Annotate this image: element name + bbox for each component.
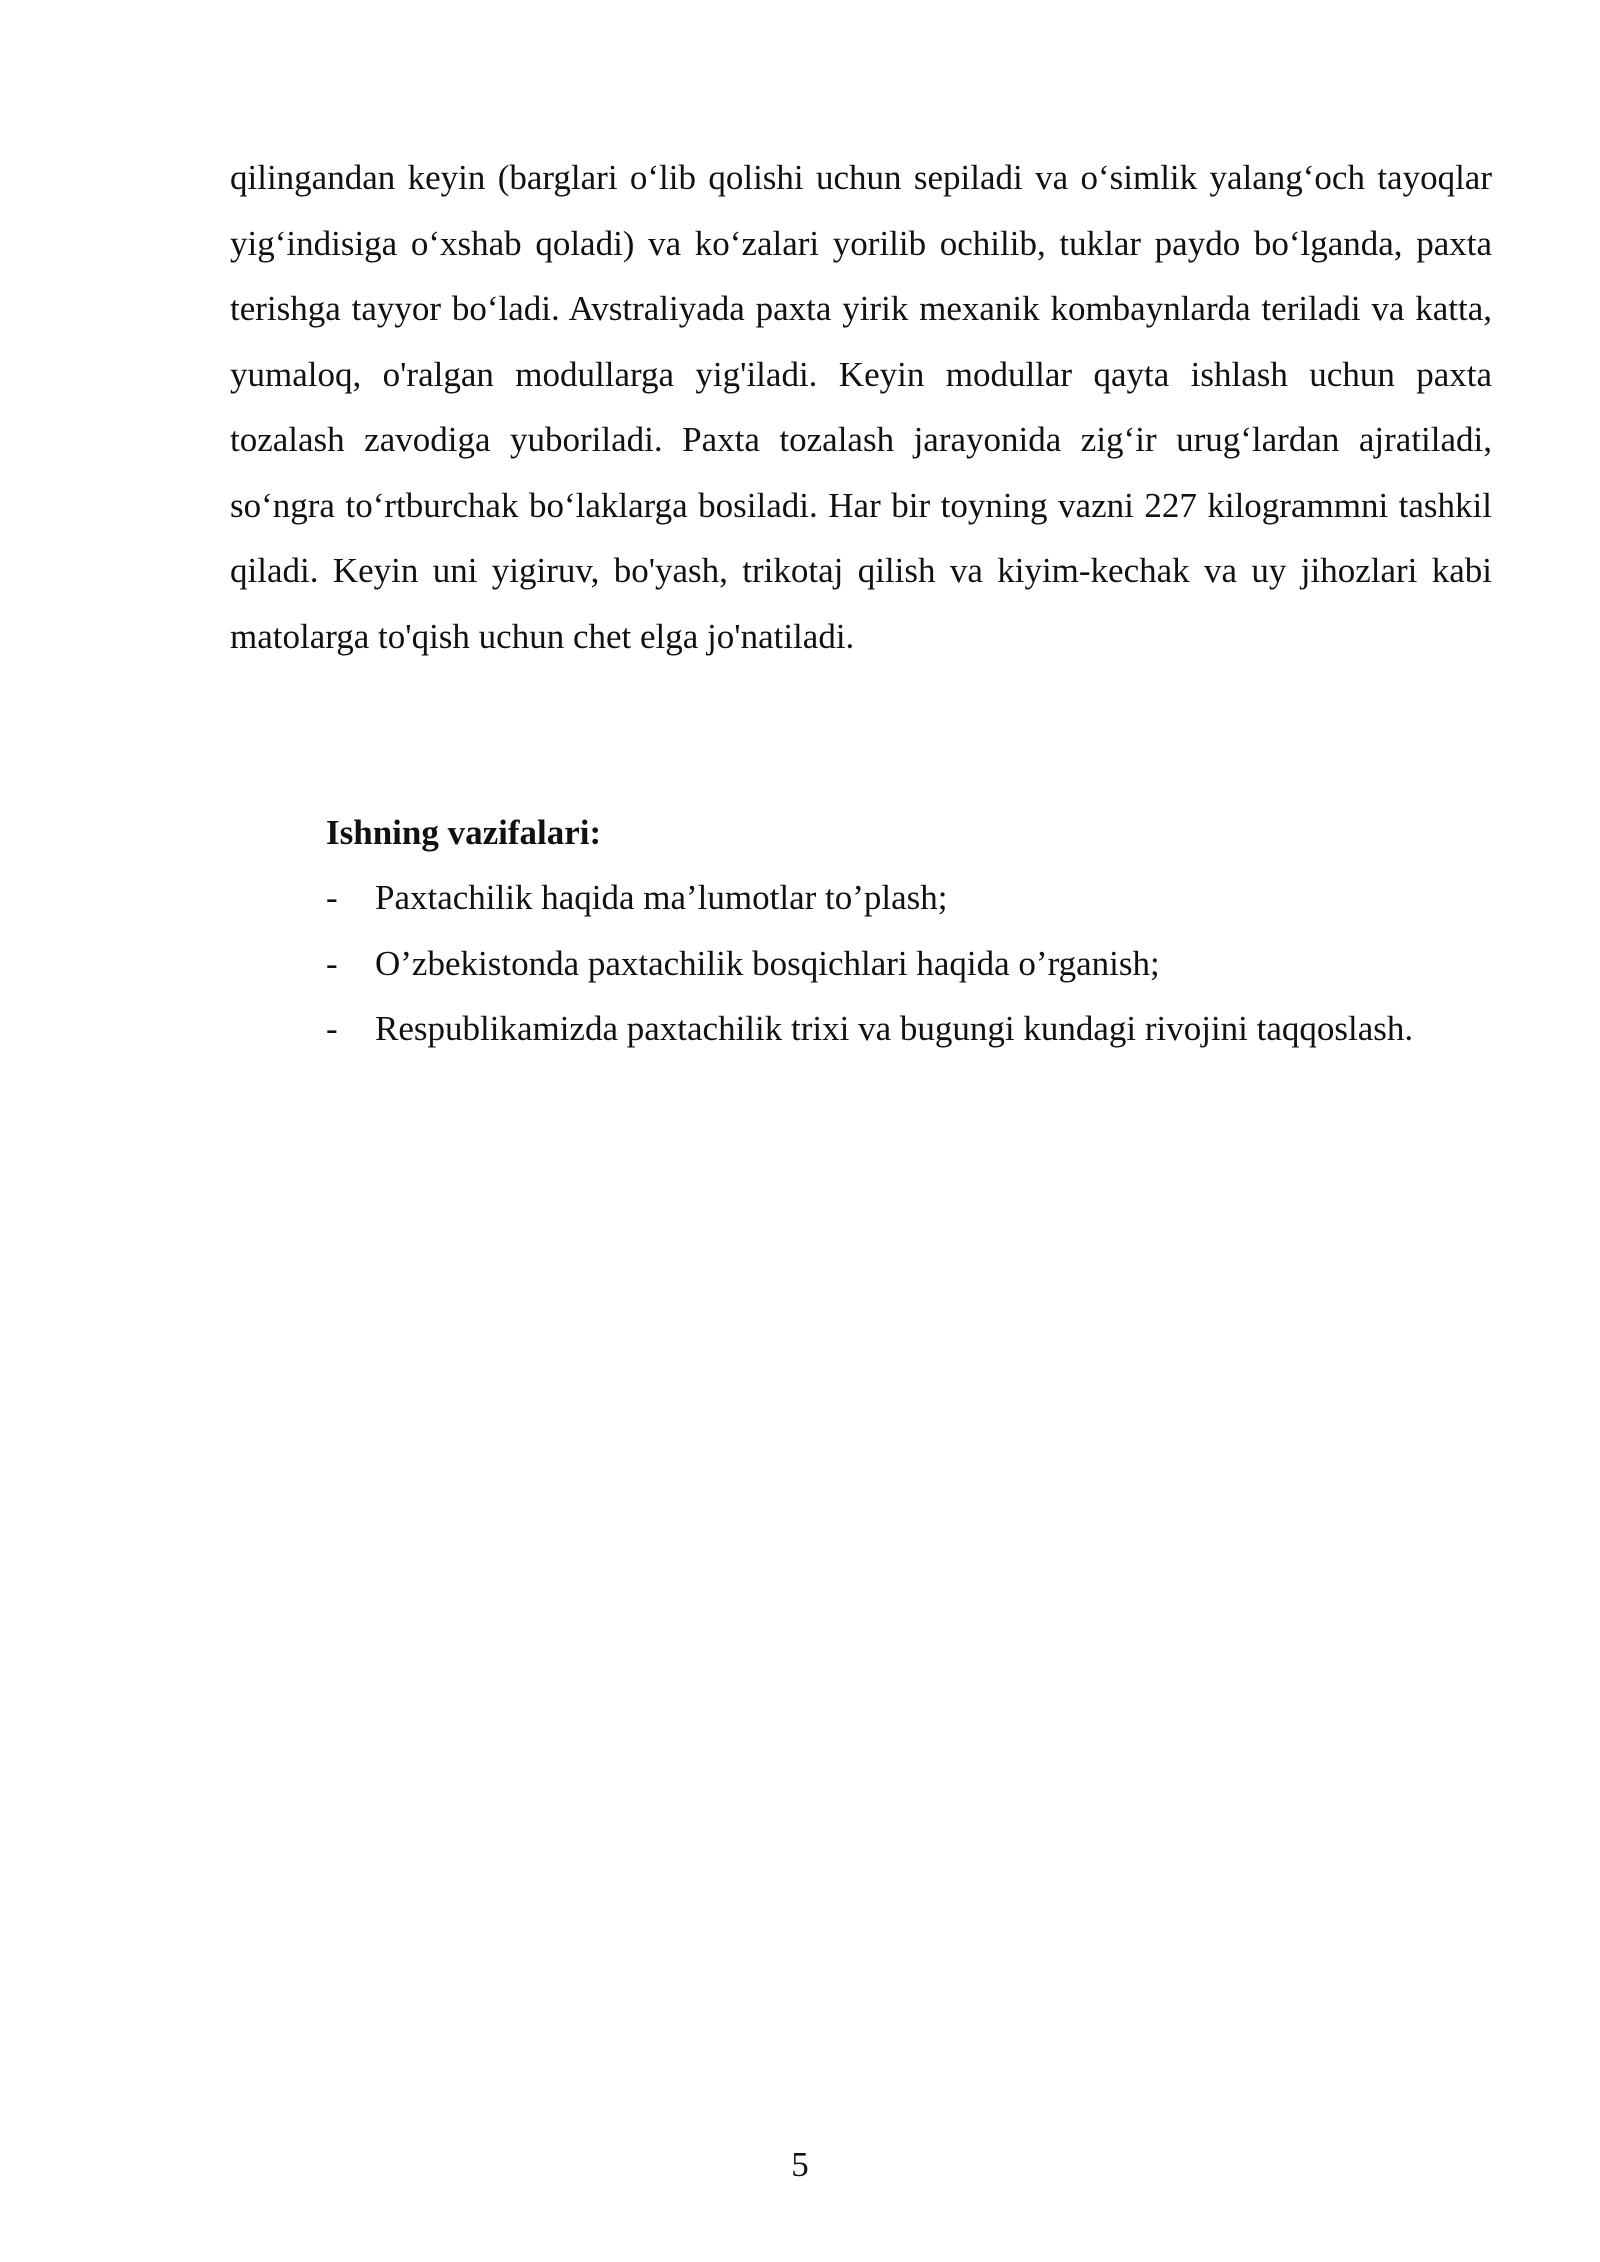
list-dash: - [326,943,338,983]
body-paragraph: qilingandan keyin (barglari o‘lib qolishi uchun sepiladi va o‘simlik yalang‘och tayoqlar yig‘indisiga o‘xshab qoladi) va ko‘zalari yorilib ochilib, tuklar paydo bo‘lganda, paxta terishga tayyor bo‘ladi. Avstraliyada paxta yirik mexanik kombaynlarda teriladi va katta, yumaloq, o'ralgan modullarga yig'iladi. Keyin modullar qayta ishlash uchun paxta tozalash zavodiga yuboriladi. Paxta tozalash jarayonida zig‘ir urug‘lardan ajratiladi, so‘ngra to‘rtburchak bo‘laklarga bosiladi. Har bir toyning vazni 227 kilogrammni tashkil qiladi. Keyin uni yigiruv, bo'yash, trikotaj qilish va kiyim-kechak va uy jihozlari kabi matolarga to'qish uchun chet elga jo'natiladi. [230,158,1492,656]
list-dash: - [326,1009,338,1048]
list-item [326,931,1492,997]
list-item-text: O’zbekistonda paxtachilik bosqichlari haqida o’rganish; [375,943,1160,983]
list-item-text: Respublikamizda paxtachilik trixi va bugungi kundagi rivojini taqqoslash. [375,1009,1414,1048]
list-item-text: Paxtachilik haqida ma’lumotlar to’plash; [375,878,948,917]
tasks-section [326,800,1492,1062]
tasks-list [326,865,1492,1062]
list-dash: - [326,878,338,917]
page-number: 5 [791,2145,809,2184]
list-item [326,865,1492,931]
tasks-heading: Ishning vazifalari: [326,813,602,852]
list-item [326,996,1492,1062]
